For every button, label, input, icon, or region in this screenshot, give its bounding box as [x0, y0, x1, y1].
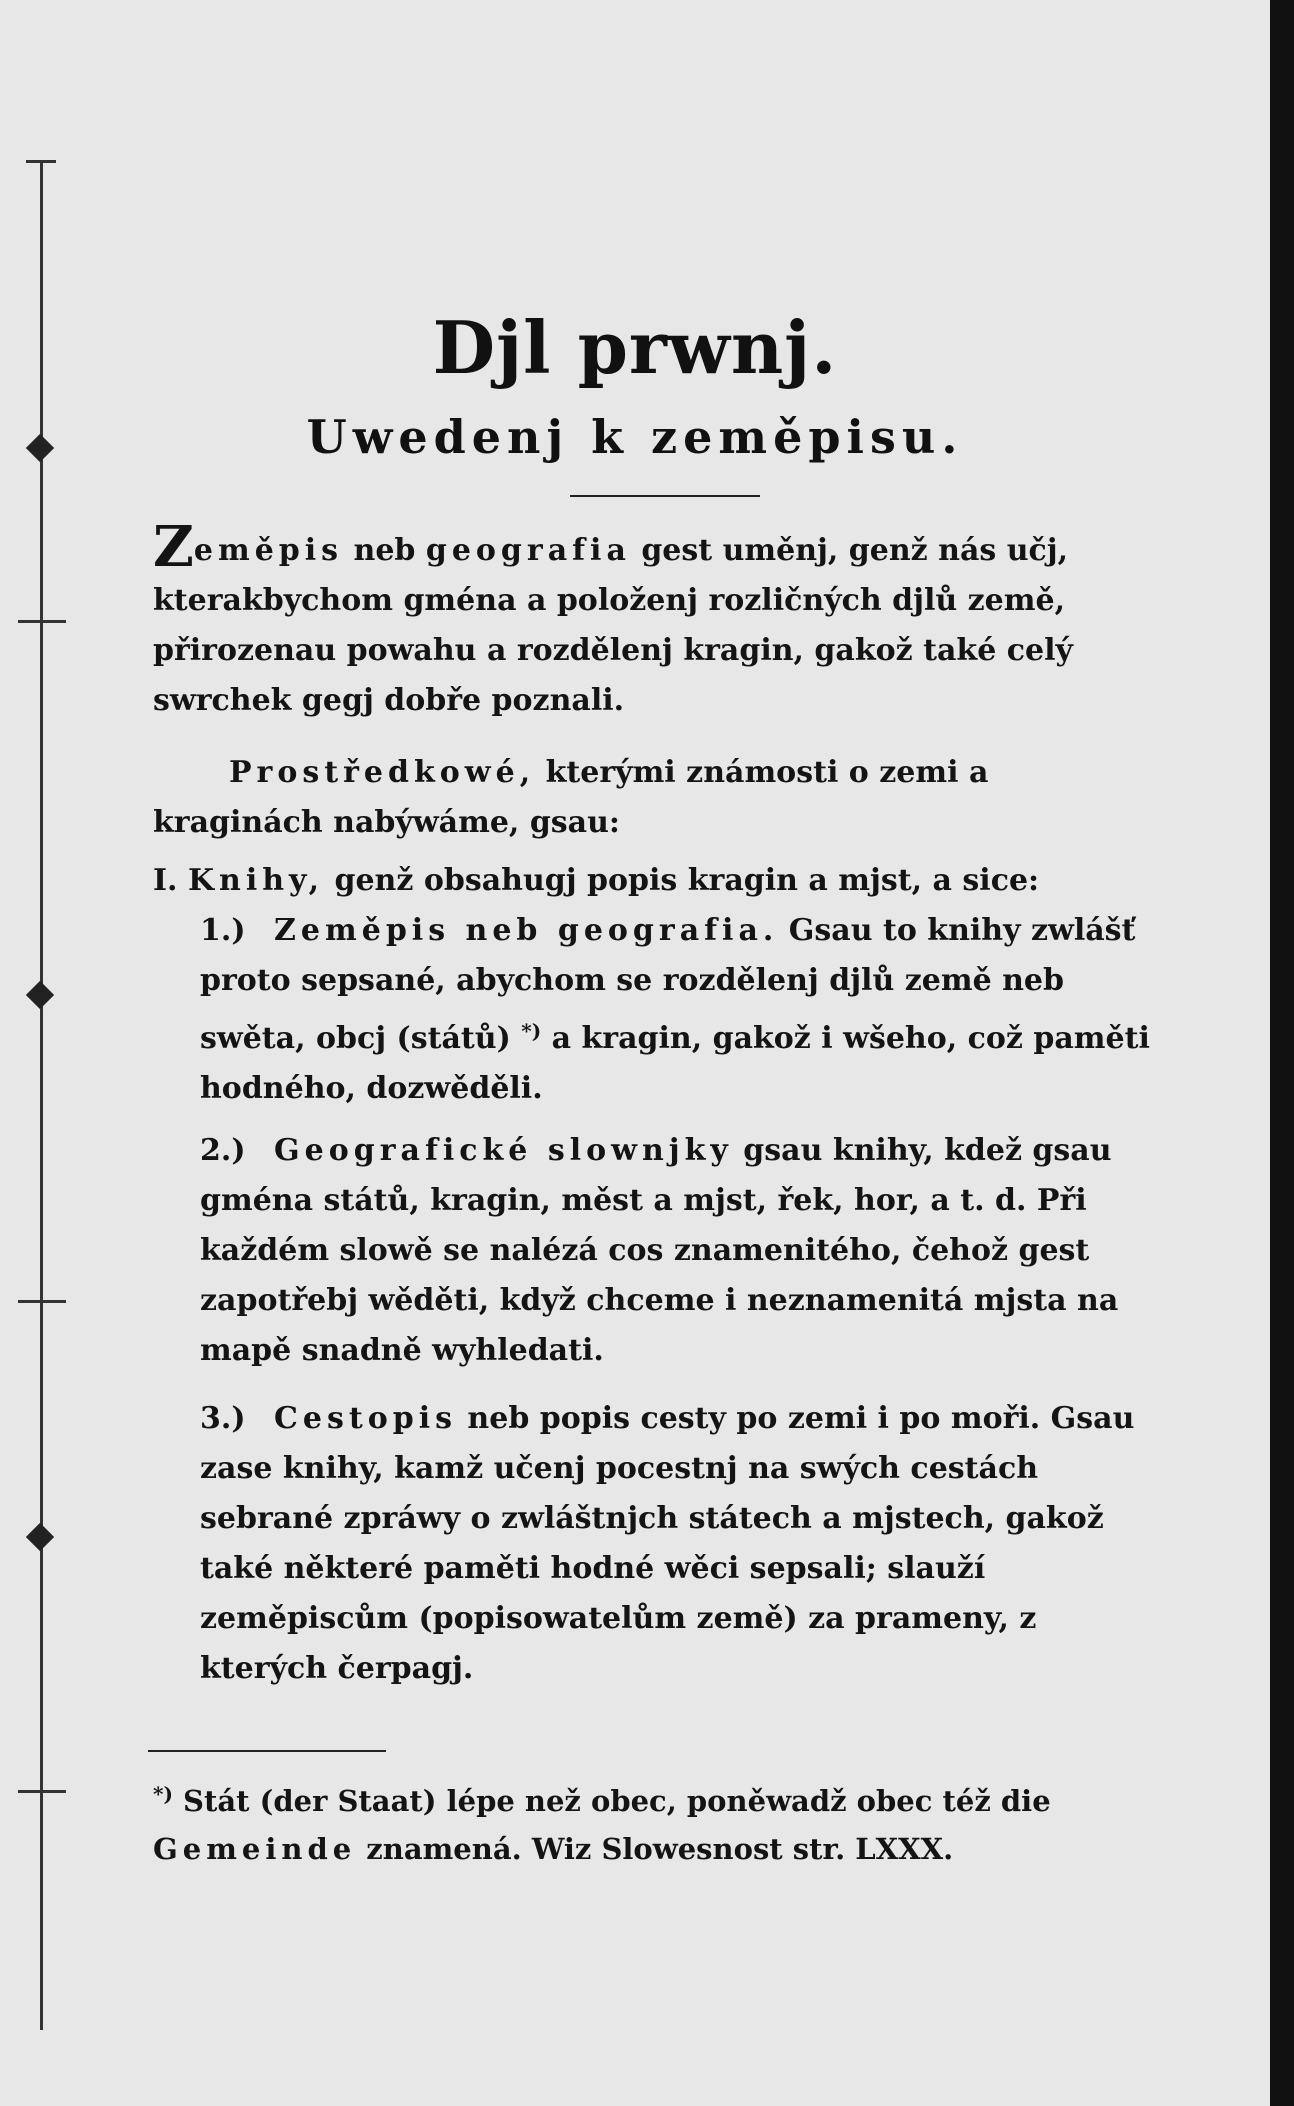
item-number: 1.)	[200, 913, 246, 948]
margin-tick	[18, 1790, 66, 1793]
section-term: Knihy,	[187, 863, 325, 898]
list-item	[200, 1394, 1165, 1694]
item-term: Cestopis	[274, 1401, 457, 1436]
intro-text: neb	[343, 533, 426, 568]
margin-diamond-mark	[26, 981, 54, 1009]
footnote-text: znamená. Wiz Slowesnost str. LXXX.	[356, 1832, 954, 1866]
item-text: Gsau to knihy zwlášť proto sepsané, abychom se rozdělenj djlů země neb swěta, obcj (států)	[200, 913, 1136, 1056]
item-text: neb popis cesty po zemi i po moři. Gsau zase knihy, kamž učenj pocestnj na swých cestách sebrané zpráwy o zwláštnjch státech a mjstech, gakož také některé paměti hodné wěci sepsali; slauží zeměpiscům (popisowatelům země) za prameny, z kterých čerpagj.	[200, 1401, 1135, 1686]
footnote	[153, 1770, 1163, 1873]
footnote-text: Stát (der Staat) lépe než obec, poněwadž obec též die	[172, 1784, 1051, 1818]
intro-text: gest uměnj, genž nás učj, kterakbychom gména a položenj rozličných djlů země, přirozenau powahu a rozdělenj kragin, gakož také celý swrchek gegj dobře poznali.	[153, 533, 1073, 718]
item-number: 3.)	[200, 1401, 246, 1436]
page-title: Djl prwnj.	[432, 305, 838, 390]
means-term: Prostředkowé,	[229, 755, 536, 790]
section-text: genž obsahugj popis kragin a mjst, a sice:	[324, 863, 1040, 898]
item-text: a kragin, gakož i wšeho, což paměti hodného, dozwěděli.	[200, 1021, 1150, 1106]
margin-tick	[18, 1300, 66, 1303]
section-number: I.	[153, 863, 178, 898]
intro-paragraph	[153, 514, 1163, 726]
margin-cap	[26, 160, 56, 163]
item-text: gsau knihy, kdež gsau gména států, kragin, měst a mjst, řek, hor, a t. d. Při každém slowě se nalézá cos znamenitého, čehož gest zapotřebj wěděti, když chceme i neznamenitá mjsta na mapě snadně wyhledati.	[200, 1133, 1119, 1368]
list-item	[200, 1126, 1165, 1376]
title-divider	[570, 495, 760, 497]
footnote-term: Gemeinde	[153, 1832, 357, 1866]
means-text: kterými známosti o zemi a kraginách nabýwáme, gsau:	[153, 755, 989, 840]
intro-term: eměpis	[193, 533, 344, 568]
section-heading	[153, 856, 1163, 906]
drop-cap: Z	[153, 514, 194, 580]
page-edge	[1270, 0, 1294, 2106]
margin-tick	[18, 620, 66, 623]
intro-term: geografia	[425, 533, 631, 568]
page-subtitle: Uwedenj k zeměpisu.	[306, 410, 964, 464]
margin-diamond-mark	[26, 1523, 54, 1551]
footnote-divider	[148, 1750, 386, 1752]
item-term: Geografické slownjky	[274, 1133, 733, 1168]
item-term: Zeměpis neb geografia.	[274, 913, 779, 948]
means-paragraph	[153, 748, 1163, 848]
footnote-mark: *)	[153, 1782, 173, 1806]
footnote-mark: *)	[521, 1019, 542, 1043]
item-number: 2.)	[200, 1133, 246, 1168]
list-item	[200, 906, 1165, 1114]
